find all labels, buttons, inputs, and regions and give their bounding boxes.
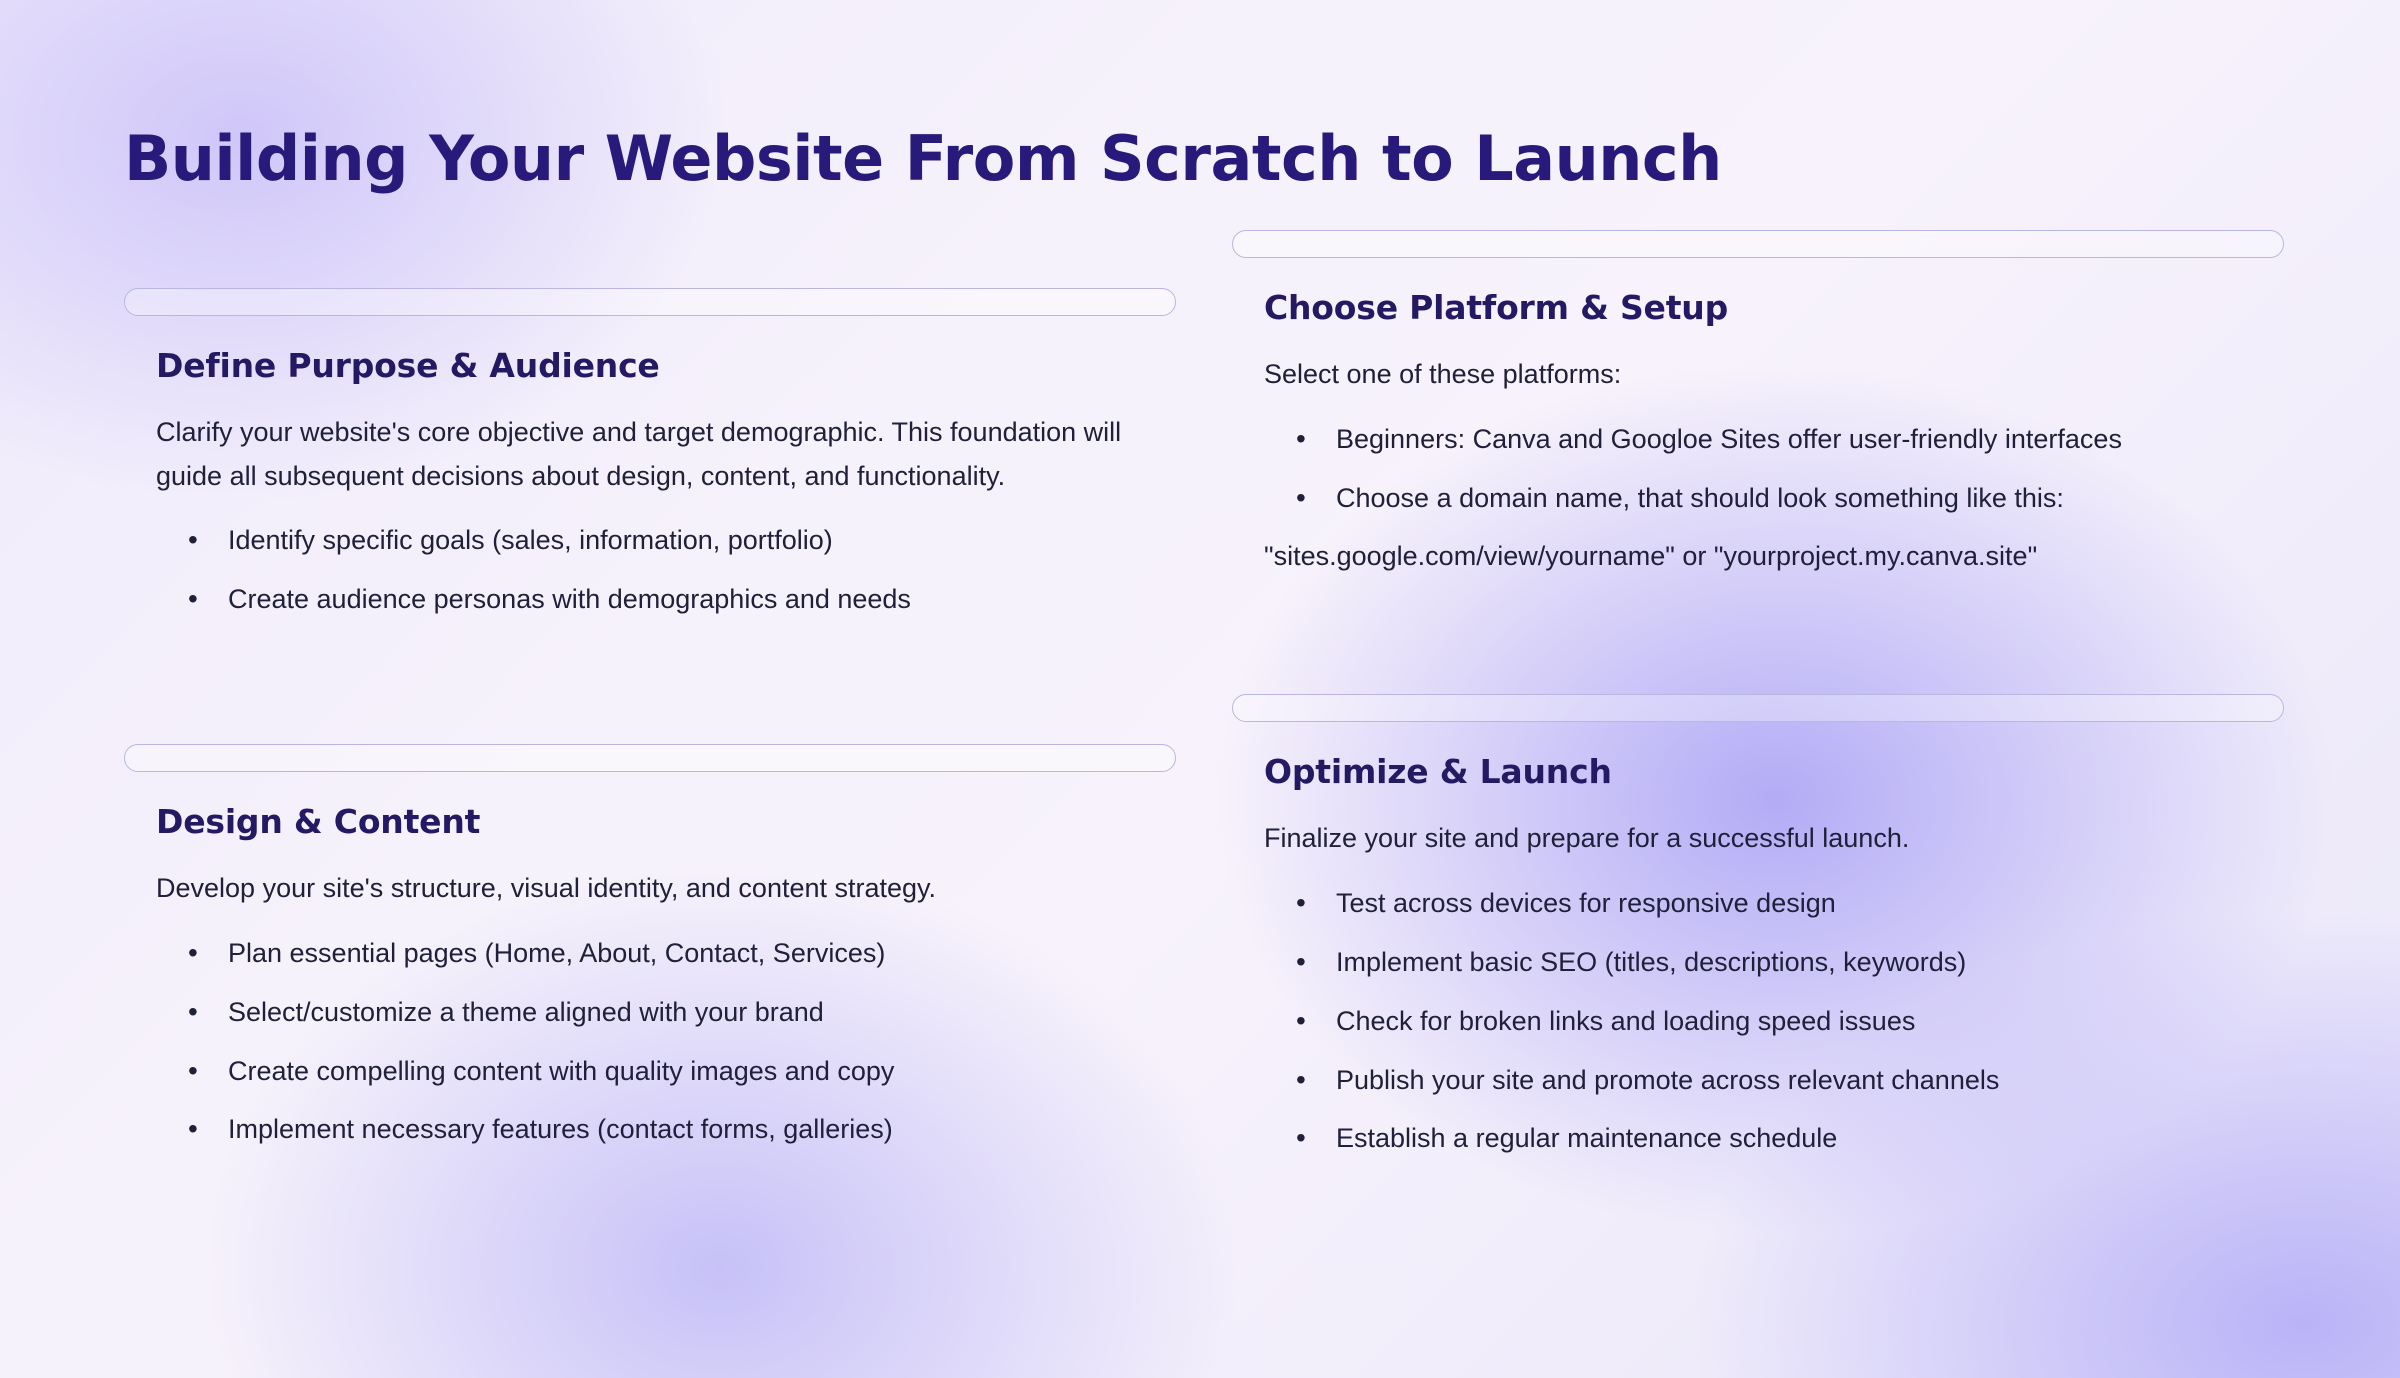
card-paragraph: Clarify your website's core objective and target demographic. This foundation will guide all subsequent decisions about design, content, and functionality.	[156, 417, 1122, 491]
list-item: • Check for broken links and loading speed issues	[1232, 1001, 2284, 1043]
card-header-bar	[124, 744, 1176, 772]
column-right	[1232, 230, 2284, 1197]
card-design-content	[124, 744, 1176, 1168]
card-note: "sites.google.com/view/yourname" or "yourproject.my.canva.site"	[1264, 541, 2038, 572]
list-item: • Implement basic SEO (titles, descriptions, keywords)	[1232, 942, 2284, 984]
card-paragraph: Finalize your site and prepare for a successful launch.	[1264, 823, 1910, 854]
card-header-bar	[1232, 230, 2284, 258]
page-title: Building Your Website From Scratch to Launch	[124, 121, 1722, 195]
card-title: Define Purpose & Audience	[156, 346, 660, 385]
card-title: Optimize & Launch	[1264, 752, 1612, 792]
card-title: Choose Platform & Setup	[1264, 288, 1728, 327]
column-spacer	[1232, 598, 2284, 694]
list-item: • Publish your site and promote across relevant channels	[1232, 1060, 2284, 1102]
card-header-bar	[1232, 694, 2284, 722]
card-paragraph: Develop your site's structure, visual identity, and content strategy.	[156, 873, 937, 904]
card-bullet-list	[124, 520, 1176, 621]
card-choose-platform-setup	[1232, 230, 2284, 578]
card-bullet-list	[1232, 419, 2284, 520]
column-left	[124, 230, 1176, 1197]
card-bullet-list	[124, 933, 1176, 1151]
list-item: • Create compelling content with quality images and copy	[124, 1051, 1176, 1093]
list-item: • Choose a domain name, that should look something like this:	[1232, 478, 2284, 520]
list-item: • Plan essential pages (Home, About, Contact, Services)	[124, 933, 1176, 975]
list-item: • Implement necessary features (contact forms, galleries)	[124, 1109, 1176, 1151]
list-item: • Beginners: Canva and Googloe Sites offer user-friendly interfaces	[1232, 419, 2284, 461]
card-bullet-list	[1232, 883, 2284, 1160]
list-item: • Select/customize a theme aligned with your brand	[124, 992, 1176, 1034]
card-optimize-launch	[1232, 694, 2284, 1177]
card-grid	[124, 230, 2284, 1197]
card-define-purpose-audience	[124, 288, 1176, 638]
card-header-bar	[124, 288, 1176, 316]
list-item: • Create audience personas with demographics and needs	[124, 579, 1176, 621]
card-paragraph: Select one of these platforms:	[1264, 359, 1622, 389]
column-spacer	[124, 658, 1176, 744]
card-title: Design & Content	[156, 802, 481, 842]
list-item: • Identify specific goals (sales, information, portfolio)	[124, 520, 1176, 562]
list-item: • Test across devices for responsive design	[1232, 883, 2284, 925]
list-item: • Establish a regular maintenance schedule	[1232, 1118, 2284, 1160]
